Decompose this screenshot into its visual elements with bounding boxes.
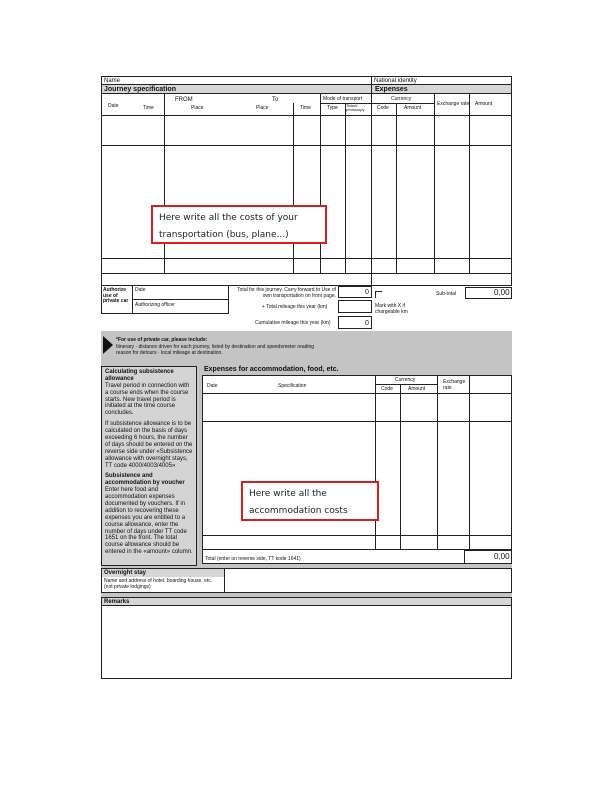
exchange-rate-label: Exchange rate bbox=[437, 101, 470, 107]
col-date: Date bbox=[108, 103, 119, 109]
subtotal-value: 0,00 bbox=[494, 288, 510, 297]
subsistence-text-2: If subsistence allowance is to be calculated on the basis of days exceeding 6 hours, the number of days should be entered on the reverse side under «Subsistence allowance with overnight stays, TT code 4000/4003/4005» bbox=[105, 421, 193, 469]
authorizing-officer: Authorizing officer bbox=[135, 302, 175, 308]
col-place-to: Place bbox=[256, 105, 269, 111]
subsistence-title: Calculating subsistence allowance bbox=[105, 369, 174, 382]
subsistence-text-1: Travel period in connection with a course ends when the course starts. New travel period is initiated at the time course concludes. bbox=[105, 382, 190, 417]
mark-label: Mark with X if chargeable km bbox=[375, 303, 408, 315]
cumulative-label: Cumulative mileage this year (km) bbox=[255, 320, 331, 326]
col-time: Time bbox=[143, 105, 154, 111]
to-label: To bbox=[272, 97, 279, 103]
private-car-title: *For use of private car, please include: bbox=[116, 337, 208, 343]
acc-col-spec: Specification bbox=[278, 383, 307, 389]
col-type-sub: Ticket/ photocopy bbox=[346, 103, 365, 112]
from-label: FROM bbox=[175, 97, 193, 103]
amount-label: Amount bbox=[475, 101, 493, 107]
subsistence-info bbox=[101, 366, 197, 566]
acc-currency: Currency bbox=[395, 377, 416, 383]
private-car-line-1: Itinerary · distance driven for each journey, listed by destination and speedometer reading bbox=[116, 344, 315, 350]
voucher-text: Enter here food and accommodation expenses documented by vouchers. If in addition to recovering these expenses you are entitled to a course allowance, enter the number of days under TT code 1651 on the front. The total course allowance should be entered in the «amount» column. bbox=[105, 487, 193, 556]
col-type: Type bbox=[327, 105, 338, 111]
col-place-from: Place bbox=[191, 105, 204, 111]
chargeable-km-checkbox[interactable] bbox=[375, 291, 382, 298]
subtotal-label: Sub-total bbox=[436, 291, 457, 297]
national-identity-label: National identity bbox=[374, 78, 417, 84]
mileage-field[interactable] bbox=[338, 300, 372, 313]
accommodation-title: Expenses for accommodation, food, etc. bbox=[204, 366, 339, 373]
expenses-title: Expenses bbox=[375, 86, 408, 93]
name-label: Name bbox=[104, 78, 121, 84]
col-time-2: Time bbox=[300, 105, 311, 111]
accommodation-note: Here write all the accommodation costs bbox=[241, 481, 379, 521]
journey-title: Journey specification bbox=[104, 86, 176, 93]
name-row bbox=[101, 76, 512, 85]
acc-col-amount: Amount bbox=[408, 386, 426, 392]
voucher-title: Subsistence and accommodation by voucher bbox=[105, 473, 185, 487]
acc-col-date: Date bbox=[207, 383, 218, 389]
private-car-line-2: reason for detours · local mileage at destination. bbox=[116, 350, 223, 356]
authorize-date: Date bbox=[135, 287, 146, 293]
journey-total-value: 0 bbox=[365, 289, 369, 296]
remarks-title: Remarks bbox=[104, 599, 130, 605]
mode-label: Mode of transport bbox=[323, 96, 363, 102]
journey-total-label: Total for this journey. Carry forward to Use of own transportation on front page. bbox=[237, 287, 336, 299]
overnight-title: Overnight stay bbox=[104, 570, 147, 576]
acc-col-code: Code bbox=[381, 386, 393, 392]
col-amount: Amount bbox=[404, 105, 422, 111]
cumulative-value: 0 bbox=[365, 320, 369, 327]
acc-total-label: Total (enter on reverse side, TT kode 1641) bbox=[205, 556, 301, 562]
mileage-label: + Total mileage this year (km) bbox=[262, 304, 328, 310]
acc-exchange: Exchange rate bbox=[443, 379, 466, 391]
acc-total-value: 0,00 bbox=[494, 552, 510, 561]
transport-note: Here write all the costs of your transportation (bus, plane...) bbox=[151, 205, 327, 244]
arrow-icon bbox=[103, 336, 113, 354]
currency-label: Currency bbox=[391, 96, 412, 102]
remarks-title-bar bbox=[102, 598, 511, 606]
overnight-text: Name and address of hotel, boarding house, etc. (not private lodgings) bbox=[104, 578, 213, 590]
remarks-box[interactable] bbox=[101, 597, 512, 679]
authorize-label: Authorize use of private car bbox=[103, 287, 129, 304]
col-code: Code bbox=[377, 105, 389, 111]
